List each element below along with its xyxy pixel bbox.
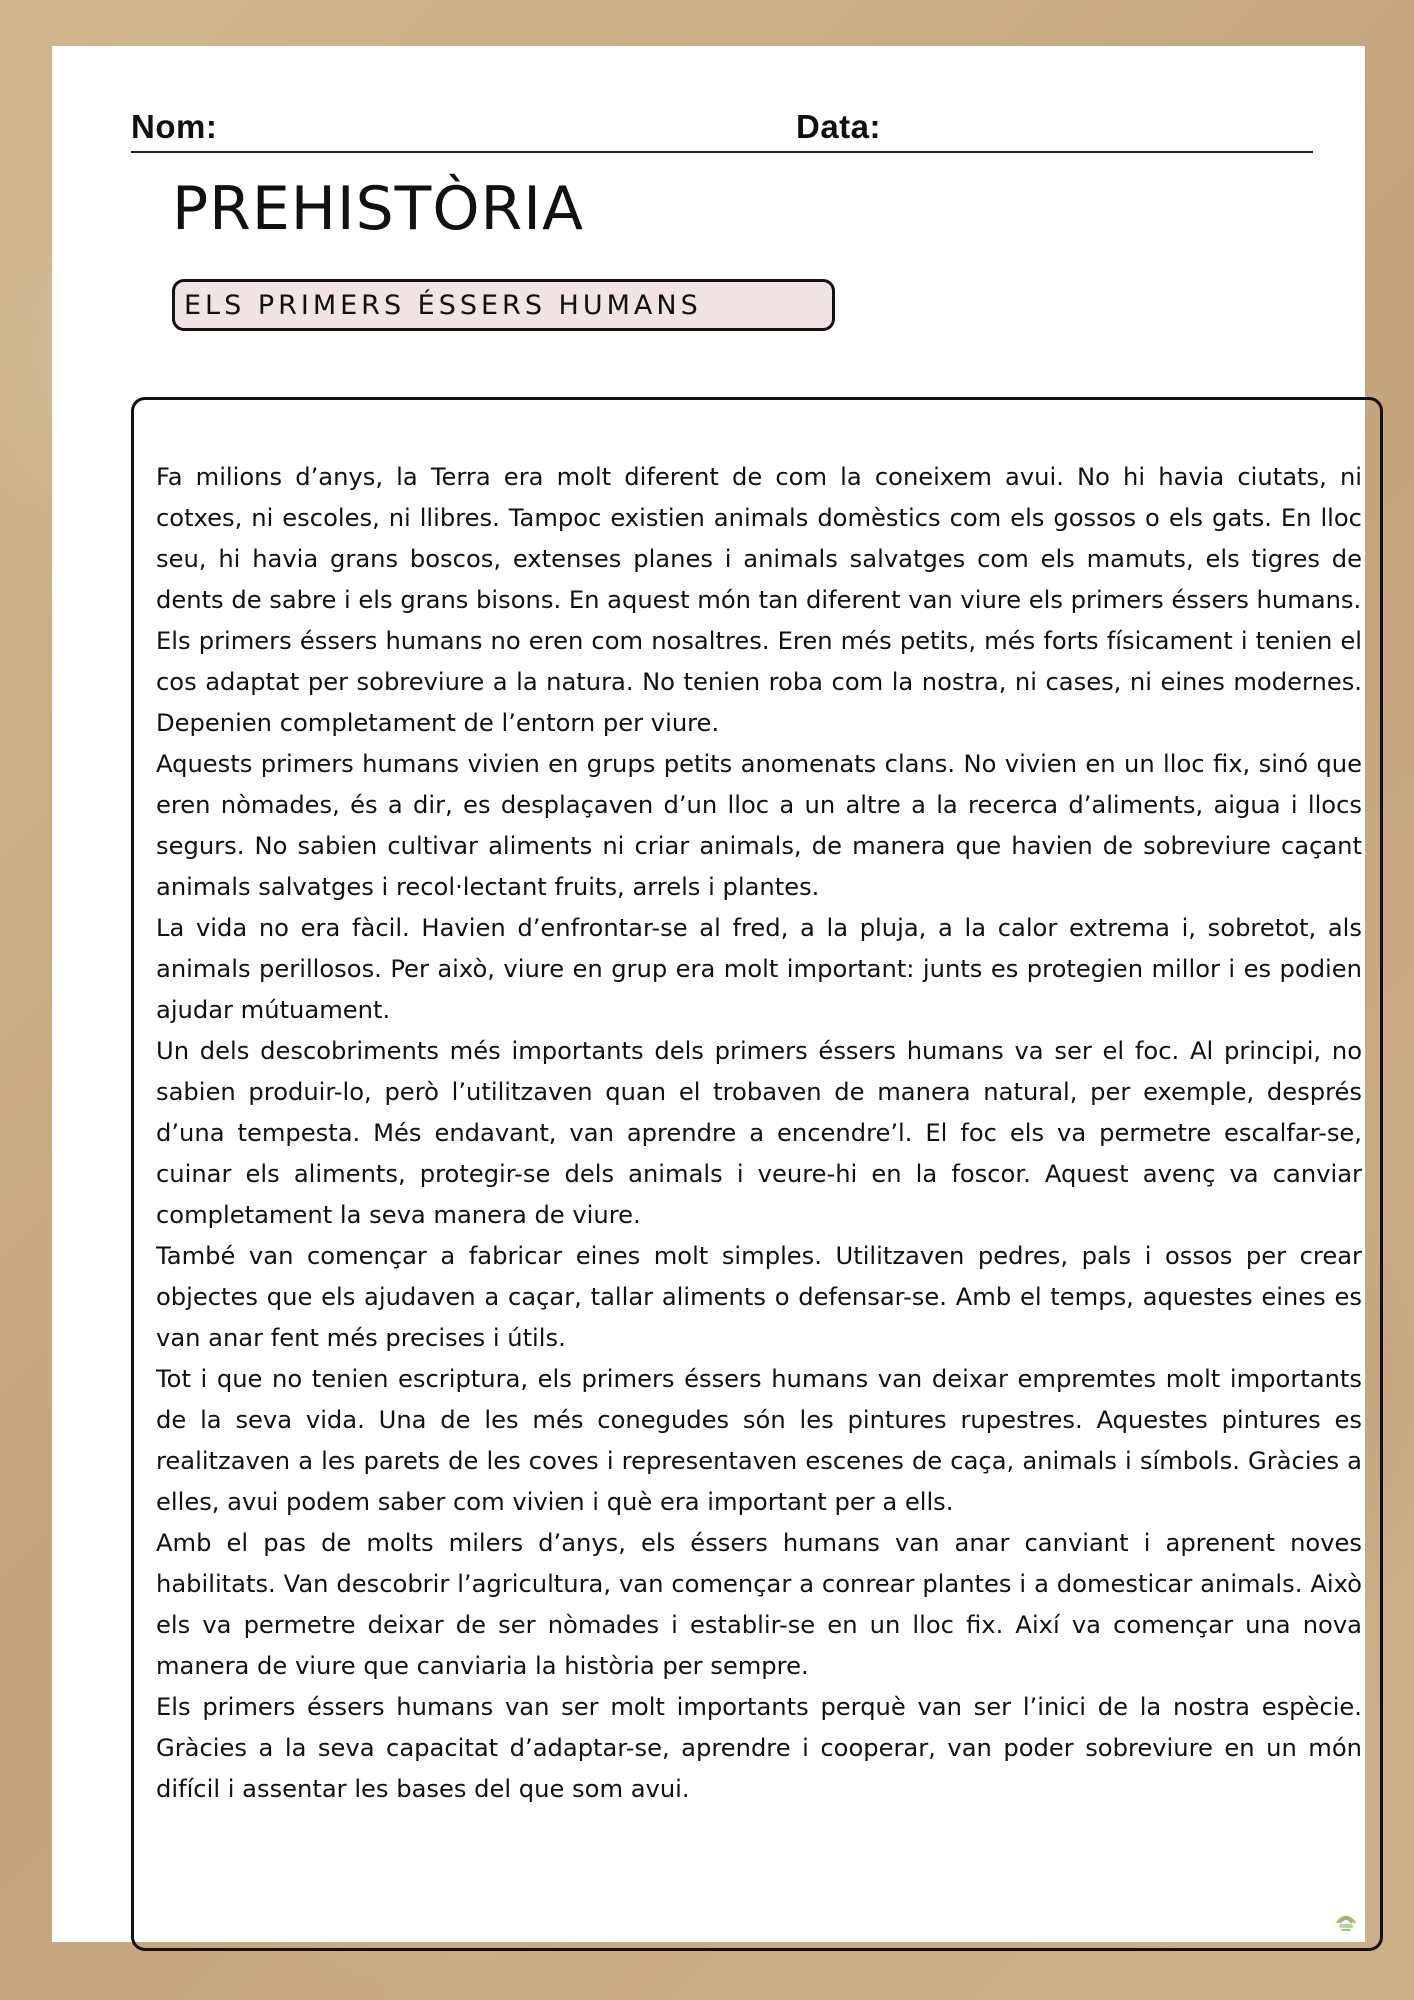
page-title: PREHISTÒRIA: [172, 174, 584, 244]
paragraph: També van començar a fabricar eines molt simples. Utilitzaven pedres, pals i ossos per crear objectes que els ajudaven a caçar, tallar aliments o defensar-se. Amb el temps, aquestes eines es van anar fent més precises i útils.: [156, 1242, 1362, 1352]
date-label: Data:: [796, 108, 882, 145]
paragraph: Els primers éssers humans no eren com nosaltres. Eren més petits, més forts físicament i tenien el cos adaptat per sobreviure a la natura. No tenien roba com la nostra, ni cases, ni eines modernes. Depenien completament de l’entorn per viure.: [156, 627, 1362, 737]
header-underline: [131, 151, 1313, 153]
subtitle-box: [172, 279, 835, 331]
paragraph: Aquests primers humans vivien en grups petits anomenats clans. No vivien en un lloc fix, sinó que eren nòmades, és a dir, es desplaçaven d’un lloc a un altre a la recerca d’aliments, aigua i llocs segurs. No sabien cultivar aliments ni criar animals, de manera que havien de sobreviure caçant animals salvatges i recol·lectant fruits, arrels i plantes.: [156, 750, 1362, 901]
paragraph: Amb el pas de molts milers d’anys, els éssers humans van anar canviant i aprenent noves habilitats. Van descobrir l’agricultura, van començar a conrear plantes i a domesticar animals. Això els va permetre deixar de ser nòmades i establir-se en un lloc fix. Així va començar una nova manera de viure que canviaria la història per sempre.: [156, 1529, 1362, 1680]
name-label: Nom:: [131, 108, 218, 145]
small-logo-icon: [1333, 1908, 1359, 1934]
subtitle-text: ELS PRIMERS ÉSSERS HUMANS: [184, 290, 702, 321]
paragraph: La vida no era fàcil. Havien d’enfrontar-se al fred, a la pluja, a la calor extrema i, sobretot, als animals perillosos. Per això, viure en grup era molt important: junts es protegien millor i es podien ajudar mútuament.: [156, 914, 1362, 1024]
worksheet-page: [52, 46, 1365, 1942]
paragraph: Fa milions d’anys, la Terra era molt diferent de com la coneixem avui. No hi havia ciutats, ni cotxes, ni escoles, ni llibres. Tampoc existien animals domèstics com els gossos o els gats. En lloc seu, hi havia grans boscos, extenses planes i animals salvatges com els mamuts, els tigres de dents de sabre i els grans bisons. En aquest món tan diferent van viure els primers éssers humans.: [156, 463, 1362, 614]
reading-text-box: [131, 397, 1383, 1951]
paragraph: Un dels descobriments més importants dels primers éssers humans va ser el foc. Al principi, no sabien produir-lo, però l’utilitzaven quan el trobaven de manera natural, per exemple, després d’una tempesta. Més endavant, van aprendre a encendre’l. El foc els va permetre escalfar-se, cuinar els aliments, protegir-se dels animals i veure-hi en la foscor. Aquest avenç va canviar completament la seva manera de viure.: [156, 1037, 1362, 1229]
paragraph: Tot i que no tenien escriptura, els primers éssers humans van deixar empremtes molt importants de la seva vida. Una de les més conegudes són les pintures rupestres. Aquestes pintures es realitzaven a les parets de les coves i representaven escenes de caça, animals i símbols. Gràcies a elles, avui podem saber com vivien i què era important per a ells.: [156, 1365, 1362, 1516]
reading-text: [156, 457, 1362, 1810]
paragraph: Els primers éssers humans van ser molt importants perquè van ser l’inici de la nostra espècie. Gràcies a la seva capacitat d’adaptar-se, aprendre i cooperar, van poder sobreviure en un món difícil i assentar les bases del que som avui.: [156, 1693, 1362, 1803]
